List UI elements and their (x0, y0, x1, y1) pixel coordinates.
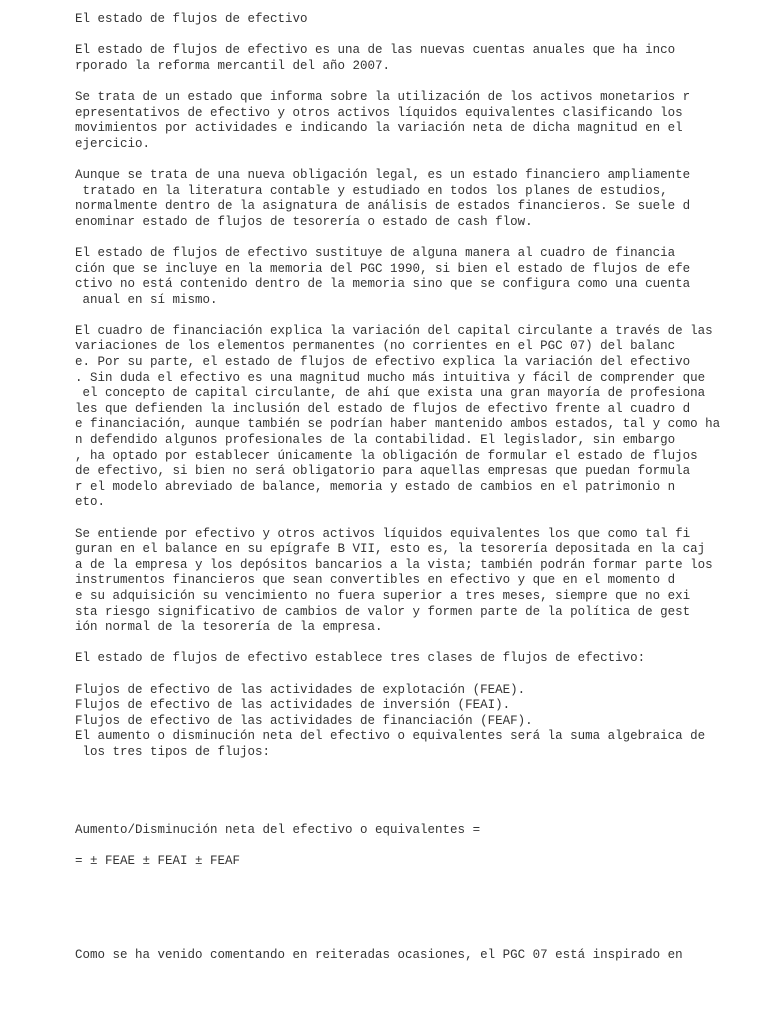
paragraph-cash-equivalents (75, 527, 755, 636)
blank-line (75, 776, 755, 792)
text-line: ción que se incluye en la memoria del PGC 1990, si bien el estado de flujos de efe (75, 261, 691, 276)
text-line: movimientos por actividades e indicando la variación neta de dicha magnitud en el (75, 121, 683, 136)
flow-types-list (75, 683, 755, 761)
text-line: El estado de flujos de efectivo sustituye de alguna manera al cuadro de financia (75, 245, 676, 260)
blank-line (75, 152, 755, 168)
text-line: ejercicio. (75, 136, 151, 151)
blank-line (75, 636, 755, 652)
blank-line (75, 838, 755, 854)
blank-line (75, 308, 755, 324)
text-line: el concepto de capital circulante, de ahí que exista una gran mayoría de profesiona (75, 386, 706, 401)
text-line: e. Por su parte, el estado de flujos de efectivo explica la variación del efectivo (75, 355, 691, 370)
blank-line (75, 870, 755, 886)
text-line: Se trata de un estado que informa sobre la utilización de los activos monetarios r (75, 89, 691, 104)
text-line: r el modelo abreviado de balance, memoria y estado de cambios en el patrimonio n (75, 479, 676, 494)
blank-line (75, 901, 755, 917)
text-line: los tres tipos de flujos: (75, 744, 271, 759)
blank-line (75, 932, 755, 948)
paragraph-flow-classes: El estado de flujos de efectivo establece tres clases de flujos de efectivo: (75, 651, 646, 666)
text-line: les que defienden la inclusión del estado de flujos de efectivo frente al cuadro d (75, 401, 691, 416)
list-item: Flujos de efectivo de las actividades de financiación (FEAF). (75, 713, 533, 728)
list-item: Flujos de efectivo de las actividades de inversión (FEAI). (75, 698, 511, 713)
text-line: El estado de flujos de efectivo es una de las nuevas cuentas anuales que ha inco (75, 43, 676, 58)
paragraph-intro (75, 43, 755, 74)
text-line: ión normal de la tesorería de la empresa. (75, 620, 383, 635)
blank-line (75, 885, 755, 901)
paragraph-substitution (75, 246, 755, 308)
list-item: Flujos de efectivo de las actividades de explotación (FEAE). (75, 682, 526, 697)
text-line: tratado en la literatura contable y estudiado en todos los planes de estudios, (75, 183, 668, 198)
paragraph-obligation (75, 168, 755, 230)
blank-line (75, 667, 755, 683)
text-line: guran en el balance en su epígrafe B VII, esto es, la tesorería depositada en la caj (75, 542, 706, 557)
blank-line (75, 761, 755, 777)
text-line: Aunque se trata de una nueva obligación legal, es un estado financiero ampliamente (75, 167, 691, 182)
formula-left: Aumento/Disminución neta del efectivo o equivalentes = (75, 822, 481, 837)
paragraph-financing-table (75, 324, 755, 511)
closing-line: Como se ha venido comentando en reiteradas ocasiones, el PGC 07 está inspirado en (75, 947, 683, 962)
text-line: enominar estado de flujos de tesorería o estado de cash flow. (75, 214, 533, 229)
blank-line (75, 74, 755, 90)
text-line: normalmente dentro de la asignatura de análisis de estados financieros. Se suele d (75, 199, 691, 214)
text-line: n defendido algunos profesionales de la contabilidad. El legislador, sin embargo (75, 433, 676, 448)
blank-line (75, 511, 755, 527)
text-line: de efectivo, si bien no será obligatorio para aquellas empresas que puedan formula (75, 464, 691, 479)
blank-line (75, 807, 755, 823)
text-line: rporado la reforma mercantil del año 2007. (75, 58, 391, 73)
document-body (75, 12, 755, 963)
text-line: e su adquisición su vencimiento no fuera superior a tres meses, siempre que no exi (75, 588, 691, 603)
blank-line (75, 792, 755, 808)
document-title: El estado de flujos de efectivo (75, 12, 308, 26)
text-line: eto. (75, 495, 106, 510)
paragraph-definition (75, 90, 755, 152)
blank-line (75, 28, 755, 44)
text-line: El aumento o disminución neta del efectivo o equivalentes será la suma algebraica de (75, 729, 706, 744)
text-line: epresentativos de efectivo y otros activos líquidos equivalentes clasificando los (75, 105, 683, 120)
text-line: El cuadro de financiación explica la variación del capital circulante a través de las (75, 323, 713, 338)
text-line: variaciones de los elementos permanentes (no corrientes en el PGC 07) del balanc (75, 339, 676, 354)
blank-line (75, 916, 755, 932)
text-line: e financiación, aunque también se podrían haber mantenido ambos estados, tal y como ha (75, 417, 721, 432)
text-line: anual en sí mismo. (75, 292, 218, 307)
text-line: a de la empresa y los depósitos bancarios a la vista; también podrán formar parte los (75, 557, 713, 572)
blank-line (75, 230, 755, 246)
text-line: instrumentos financieros que sean convertibles en efectivo y que en el momento d (75, 573, 676, 588)
text-line: ctivo no está contenido dentro de la memoria sino que se configura como una cuenta (75, 277, 691, 292)
text-line: sta riesgo significativo de cambios de valor y formen parte de la política de gest (75, 604, 691, 619)
formula-right: = ± FEAE ± FEAI ± FEAF (75, 854, 241, 869)
text-line: Se entiende por efectivo y otros activos líquidos equivalentes los que como tal fi (75, 526, 691, 541)
text-line: . Sin duda el efectivo es una magnitud mucho más intuitiva y fácil de comprender que (75, 370, 706, 385)
text-line: , ha optado por establecer únicamente la obligación de formular el estado de flujos (75, 448, 698, 463)
